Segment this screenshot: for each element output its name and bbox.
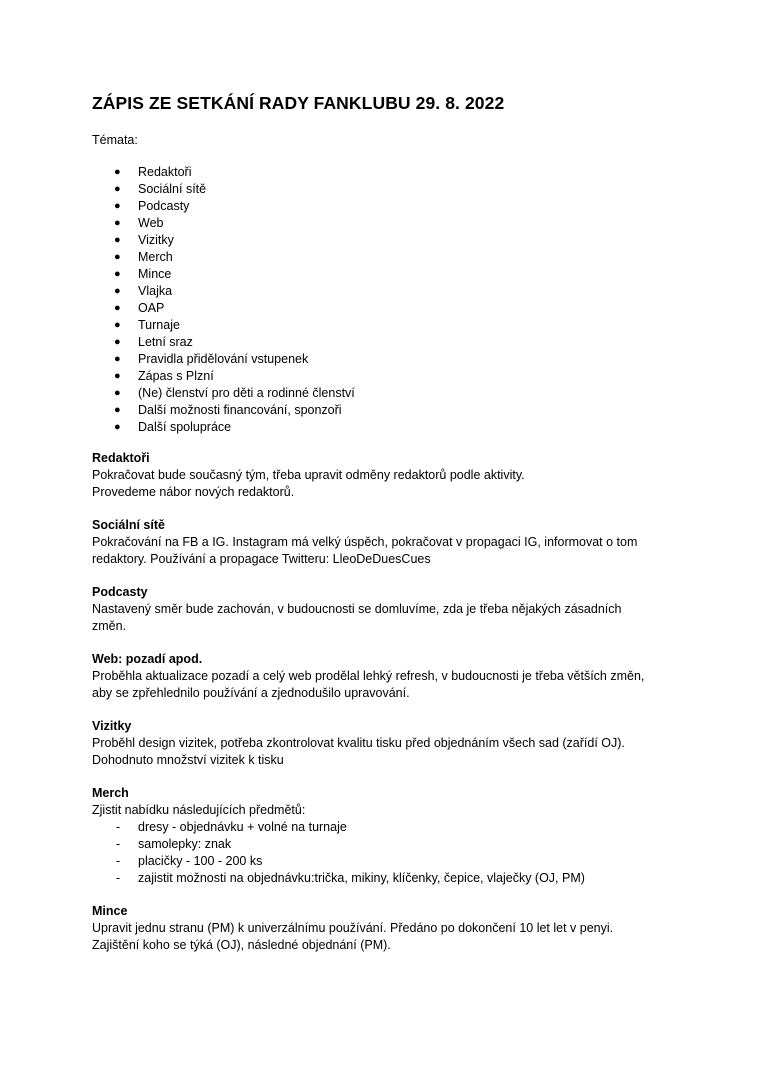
bullet-icon: ● (114, 166, 121, 178)
section-vizitky (92, 718, 682, 769)
bullet-icon: ● (114, 268, 121, 280)
list-item: ● Web (114, 216, 164, 230)
list-item: - dresy - objednávku + volné na turnaje (116, 820, 347, 834)
paragraph-line: Pokračovat bude současný tým, třeba upravit odměny redaktorů podle aktivity. (92, 468, 525, 482)
list-item: ● Zápas s Plzní (114, 369, 214, 383)
paragraph-line: Provedeme nábor nových redaktorů. (92, 485, 295, 499)
list-item: ● Podcasty (114, 199, 190, 213)
list-item: ● Další spolupráce (114, 420, 232, 434)
section-heading: Podcasty (92, 585, 148, 599)
paragraph-line: Nastavený směr bude zachován, v budoucnosti se domluvíme, zda je třeba nějakých zásadních (92, 602, 622, 616)
paragraph-line: Upravit jednu stranu (PM) k univerzálnímu používání. Předáno po dokončení 10 let let v penyi. (92, 921, 614, 935)
list-item: - placičky - 100 - 200 ks (116, 854, 263, 868)
bullet-icon: ● (114, 285, 121, 297)
list-item: ● (Ne) členství pro děti a rodinné členství (114, 386, 355, 400)
section-heading: Mince (92, 904, 128, 918)
list-item: ● Další možnosti financování, sponzoři (114, 403, 342, 417)
section-heading: Redaktoři (92, 451, 150, 465)
list-item: ● Redaktoři (114, 165, 192, 179)
dash-icon: - (116, 854, 121, 868)
list-item: - zajistit možnosti na objednávku:trička, mikiny, klíčenky, čepice, vlaječky (OJ, PM) (116, 871, 585, 885)
topics-list (92, 164, 682, 436)
bullet-icon: ● (114, 421, 121, 433)
section-heading: Sociální sítě (92, 518, 165, 532)
paragraph-line: Zajištění koho se týká (OJ), následné objednání (PM). (92, 938, 391, 952)
bullet-icon: ● (114, 404, 121, 416)
paragraph-line: změn. (92, 619, 127, 633)
section-heading: Web: pozadí apod. (92, 652, 203, 666)
list-item: ● Turnaje (114, 318, 180, 332)
paragraph-line: redaktory. Používání a propagace Twitteru: LleoDeDuesCues (92, 552, 431, 566)
section-heading: Merch (92, 786, 129, 800)
list-item: ● Merch (114, 250, 173, 264)
bullet-icon: ● (114, 217, 121, 229)
bullet-icon: ● (114, 387, 121, 399)
dash-icon: - (116, 871, 121, 885)
topics-label: Témata: (92, 133, 138, 147)
bullet-icon: ● (114, 353, 121, 365)
section-mince (92, 903, 682, 954)
paragraph-line: Dohodnuto množství vizitek k tisku (92, 753, 284, 767)
list-item: ● Vizitky (114, 233, 174, 247)
paragraph-line: Proběhla aktualizace pozadí a celý web prodělal lehký refresh, v budoucnosti je třeba větších změn, (92, 669, 645, 683)
list-item: ● OAP (114, 301, 165, 315)
bullet-icon: ● (114, 302, 121, 314)
section-socialni-site (92, 517, 682, 568)
bullet-icon: ● (114, 251, 121, 263)
dash-icon: - (116, 820, 121, 834)
section-merch (92, 785, 682, 887)
list-item: ● Vlajka (114, 284, 173, 298)
dash-icon: - (116, 837, 121, 851)
bullet-icon: ● (114, 319, 121, 331)
list-item: ● Pravidla přidělování vstupenek (114, 352, 309, 366)
bullet-icon: ● (114, 183, 121, 195)
paragraph-line: Pokračování na FB a IG. Instagram má velký úspěch, pokračovat v propagaci IG, informovat o tom (92, 535, 638, 549)
section-web (92, 651, 682, 702)
section-podcasty (92, 584, 682, 635)
paragraph-line: Zjistit nabídku následujících předmětů: (92, 803, 306, 817)
list-item: ● Mince (114, 267, 172, 281)
bullet-icon: ● (114, 370, 121, 382)
bullet-icon: ● (114, 200, 121, 212)
merch-list (92, 819, 682, 887)
bullet-icon: ● (114, 336, 121, 348)
document-title: ZÁPIS ZE SETKÁNÍ RADY FANKLUBU 29. 8. 2022 (92, 93, 505, 113)
section-redaktori (92, 450, 682, 501)
paragraph-line: Proběhl design vizitek, potřeba zkontrolovat kvalitu tisku před objednáním všech sad (zařídí OJ). (92, 736, 625, 750)
bullet-icon: ● (114, 234, 121, 246)
list-item: ● Sociální sítě (114, 182, 207, 196)
document-page (92, 92, 682, 970)
paragraph-line: aby se zpřehlednilo používání a zjednodušilo upravování. (92, 686, 410, 700)
list-item: - samolepky: znak (116, 837, 232, 851)
section-heading: Vizitky (92, 719, 132, 733)
list-item: ● Letní sraz (114, 335, 193, 349)
